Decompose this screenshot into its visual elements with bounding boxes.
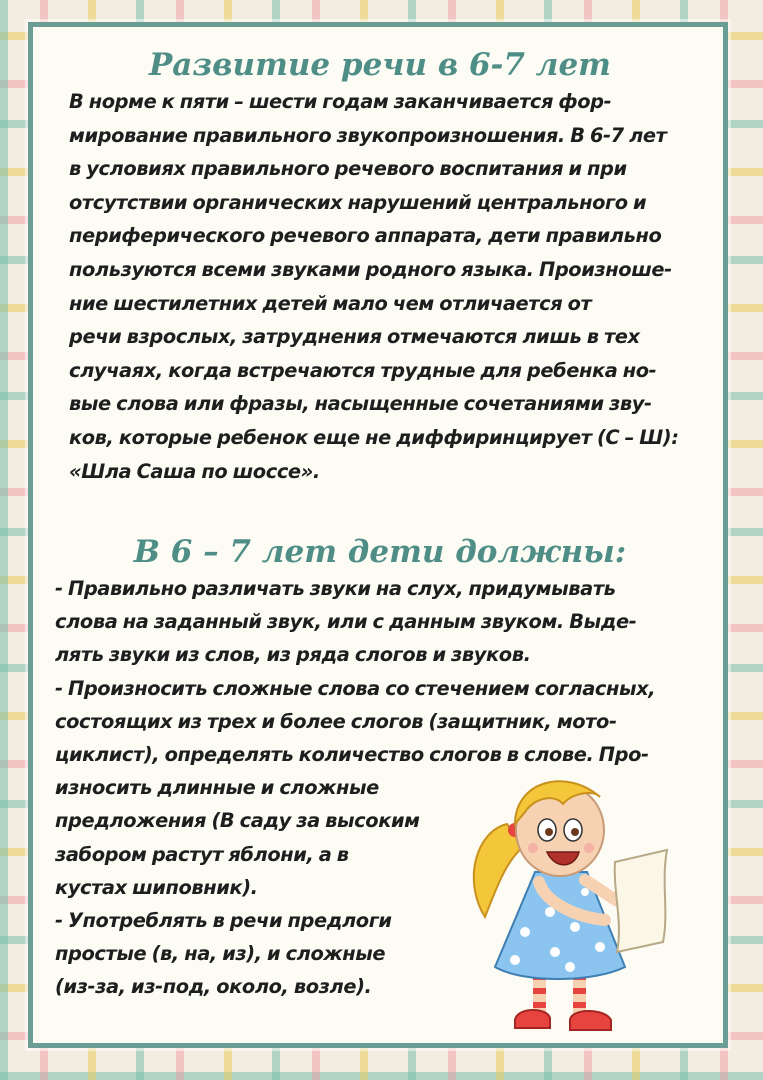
text-line: износить длинные и сложные — [55, 776, 379, 800]
text-line: - Правильно различать звуки на слух, придумывать — [55, 577, 616, 600]
text-line: - Употреблять в речи предлоги — [55, 909, 392, 933]
text-line: слова на заданный звук, или с данным звуком. Выде- — [55, 610, 637, 634]
text-line: циклист), определять количество слогов в слове. Про- — [55, 743, 649, 767]
text-line: состоящих из трех и более слогов (защитник, мото- — [55, 709, 617, 733]
text-line: «Шла Саша по шоссе». — [69, 459, 320, 483]
text-line: ние шестилетних детей мало чем отличается от — [69, 291, 592, 315]
text-line: отсутствии органических нарушений центрального и — [69, 190, 647, 214]
text-line: ков, которые ребенок еще не диффиринцирует (С – Ш): — [69, 425, 679, 449]
text-line: в условиях правильного речевого воспитания и при — [69, 157, 627, 181]
section-title: В 6 – 7 лет дети должны: — [133, 534, 627, 570]
text-line: вые слова или фразы, насыщенные сочетаниями зву- — [69, 392, 652, 416]
text-line: - Произносить сложные слова со стечением согласных, — [55, 676, 656, 700]
section-body — [55, 85, 705, 488]
text-line: В норме к пяти – шести годам заканчивается фор- — [69, 90, 612, 113]
text-line: пользуются всеми звуками родного языка. Произноше- — [69, 257, 672, 281]
text-line: кустах шиповник). — [55, 875, 258, 899]
text-line: простые (в, на, из), и сложные — [55, 942, 386, 966]
text-line: забором растут яблони, а в — [55, 842, 349, 866]
text-line: речи взрослых, затруднения отмечаются лишь в тех — [69, 325, 640, 349]
text-line: предложения (В саду за высоким — [55, 809, 420, 833]
text-line: мирование правильного звукопроизношения. В 6-7 лет — [69, 123, 667, 147]
text-line: периферического речевого аппарата, дети правильно — [69, 224, 662, 248]
section-speech-development — [55, 45, 705, 488]
section-title: Развитие речи в 6-7 лет — [149, 47, 611, 83]
text-line: (из-за, из-под, около, возле). — [55, 975, 372, 999]
text-line: случаях, когда встречаются трудные для ребенка но- — [69, 358, 657, 382]
girl-reading-paper-illustration — [455, 752, 685, 1048]
text-line: лять звуки из слов, из ряда слогов и звуков. — [55, 643, 531, 667]
